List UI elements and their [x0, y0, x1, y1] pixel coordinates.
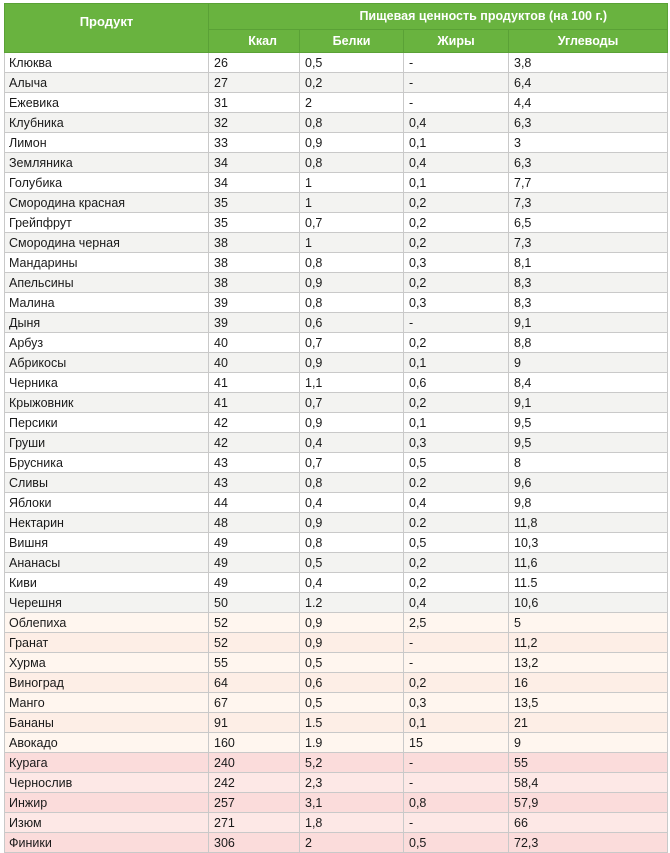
cell-protein: 1 [300, 233, 404, 253]
cell-fat: - [404, 813, 509, 833]
cell-carbs: 21 [509, 713, 668, 733]
cell-protein: 0,5 [300, 53, 404, 73]
cell-carbs: 9,8 [509, 493, 668, 513]
cell-kcal: 52 [209, 633, 300, 653]
cell-fat: 0,4 [404, 113, 509, 133]
cell-product: Облепиха [5, 613, 209, 633]
cell-protein: 0,5 [300, 693, 404, 713]
cell-product: Клубника [5, 113, 209, 133]
cell-product: Ананасы [5, 553, 209, 573]
cell-fat: 0,2 [404, 553, 509, 573]
cell-protein: 0,8 [300, 113, 404, 133]
cell-product: Ежевика [5, 93, 209, 113]
cell-kcal: 33 [209, 133, 300, 153]
cell-carbs: 9,6 [509, 473, 668, 493]
cell-kcal: 43 [209, 473, 300, 493]
cell-carbs: 11,6 [509, 553, 668, 573]
cell-kcal: 242 [209, 773, 300, 793]
cell-fat: - [404, 653, 509, 673]
cell-product: Вишня [5, 533, 209, 553]
table-row [5, 513, 668, 533]
cell-product: Лимон [5, 133, 209, 153]
cell-kcal: 27 [209, 73, 300, 93]
cell-carbs: 13,5 [509, 693, 668, 713]
cell-fat: - [404, 53, 509, 73]
cell-protein: 0,5 [300, 653, 404, 673]
cell-carbs: 8,8 [509, 333, 668, 353]
cell-fat: 0,2 [404, 393, 509, 413]
cell-protein: 0,7 [300, 453, 404, 473]
cell-carbs: 8 [509, 453, 668, 473]
cell-fat: 0,1 [404, 353, 509, 373]
cell-product: Черника [5, 373, 209, 393]
cell-protein: 0,8 [300, 153, 404, 173]
cell-fat: 0,1 [404, 173, 509, 193]
cell-carbs: 8,4 [509, 373, 668, 393]
cell-fat: 0,3 [404, 693, 509, 713]
cell-carbs: 4,4 [509, 93, 668, 113]
cell-product: Изюм [5, 813, 209, 833]
cell-carbs: 6,5 [509, 213, 668, 233]
table-body [5, 53, 668, 853]
cell-fat: 0,3 [404, 293, 509, 313]
cell-product: Абрикосы [5, 353, 209, 373]
cell-carbs: 55 [509, 753, 668, 773]
cell-kcal: 39 [209, 293, 300, 313]
cell-kcal: 41 [209, 373, 300, 393]
cell-kcal: 91 [209, 713, 300, 733]
cell-fat: 0,2 [404, 233, 509, 253]
cell-kcal: 40 [209, 353, 300, 373]
cell-product: Апельсины [5, 273, 209, 293]
cell-carbs: 66 [509, 813, 668, 833]
cell-fat: 0,1 [404, 133, 509, 153]
header-protein: Белки [300, 29, 404, 52]
cell-product: Клюква [5, 53, 209, 73]
cell-fat: 0,5 [404, 453, 509, 473]
cell-protein: 0,9 [300, 513, 404, 533]
cell-fat: 0,5 [404, 533, 509, 553]
cell-carbs: 8,3 [509, 273, 668, 293]
cell-fat: 0,2 [404, 573, 509, 593]
cell-kcal: 64 [209, 673, 300, 693]
cell-kcal: 50 [209, 593, 300, 613]
cell-kcal: 49 [209, 573, 300, 593]
cell-kcal: 257 [209, 793, 300, 813]
cell-product: Яблоки [5, 493, 209, 513]
cell-kcal: 35 [209, 213, 300, 233]
cell-kcal: 240 [209, 753, 300, 773]
table-row [5, 813, 668, 833]
cell-protein: 1,8 [300, 813, 404, 833]
cell-kcal: 39 [209, 313, 300, 333]
table-row [5, 273, 668, 293]
table-row [5, 313, 668, 333]
cell-carbs: 8,1 [509, 253, 668, 273]
header-fat: Жиры [404, 29, 509, 52]
cell-kcal: 35 [209, 193, 300, 213]
cell-product: Смородина черная [5, 233, 209, 253]
cell-kcal: 40 [209, 333, 300, 353]
table-row [5, 713, 668, 733]
cell-protein: 0,9 [300, 413, 404, 433]
cell-product: Груши [5, 433, 209, 453]
cell-fat: 0,3 [404, 253, 509, 273]
cell-fat: 0,2 [404, 273, 509, 293]
table-row [5, 633, 668, 653]
cell-fat: 0,1 [404, 413, 509, 433]
table-row [5, 233, 668, 253]
cell-protein: 1.9 [300, 733, 404, 753]
cell-kcal: 49 [209, 553, 300, 573]
cell-product: Инжир [5, 793, 209, 813]
cell-protein: 0,8 [300, 473, 404, 493]
cell-protein: 1 [300, 173, 404, 193]
table-row [5, 653, 668, 673]
table-row [5, 353, 668, 373]
cell-kcal: 55 [209, 653, 300, 673]
cell-product: Сливы [5, 473, 209, 493]
cell-product: Брусника [5, 453, 209, 473]
table-row [5, 153, 668, 173]
cell-product: Курага [5, 753, 209, 773]
cell-product: Арбуз [5, 333, 209, 353]
cell-carbs: 6,4 [509, 73, 668, 93]
cell-kcal: 26 [209, 53, 300, 73]
table-row [5, 293, 668, 313]
cell-product: Бананы [5, 713, 209, 733]
table-row [5, 113, 668, 133]
cell-protein: 0,9 [300, 613, 404, 633]
cell-kcal: 32 [209, 113, 300, 133]
cell-carbs: 11.5 [509, 573, 668, 593]
cell-fat: 0,2 [404, 213, 509, 233]
cell-protein: 1 [300, 193, 404, 213]
cell-kcal: 160 [209, 733, 300, 753]
cell-product: Черешня [5, 593, 209, 613]
cell-kcal: 31 [209, 93, 300, 113]
cell-product: Авокадо [5, 733, 209, 753]
cell-kcal: 52 [209, 613, 300, 633]
cell-protein: 0,7 [300, 393, 404, 413]
table-row [5, 473, 668, 493]
table-row [5, 413, 668, 433]
table-row [5, 73, 668, 93]
table-row [5, 613, 668, 633]
cell-product: Земляника [5, 153, 209, 173]
cell-protein: 3,1 [300, 793, 404, 813]
table-row [5, 493, 668, 513]
cell-protein: 0,5 [300, 553, 404, 573]
cell-product: Крыжовник [5, 393, 209, 413]
cell-protein: 0,6 [300, 673, 404, 693]
cell-kcal: 38 [209, 273, 300, 293]
cell-protein: 5,2 [300, 753, 404, 773]
table-row [5, 673, 668, 693]
cell-kcal: 44 [209, 493, 300, 513]
cell-fat: 0,4 [404, 593, 509, 613]
table-row [5, 453, 668, 473]
header-kcal: Ккал [209, 29, 300, 52]
cell-carbs: 9,5 [509, 413, 668, 433]
cell-carbs: 6,3 [509, 113, 668, 133]
header-carbs: Углеводы [509, 29, 668, 52]
cell-kcal: 49 [209, 533, 300, 553]
cell-product: Грейпфрут [5, 213, 209, 233]
table-row [5, 213, 668, 233]
cell-fat: 15 [404, 733, 509, 753]
cell-protein: 2 [300, 93, 404, 113]
table-header [5, 4, 668, 53]
cell-protein: 0,4 [300, 573, 404, 593]
cell-product: Чернослив [5, 773, 209, 793]
table-row [5, 53, 668, 73]
cell-protein: 0,9 [300, 133, 404, 153]
cell-product: Алыча [5, 73, 209, 93]
cell-carbs: 9 [509, 353, 668, 373]
cell-carbs: 8,3 [509, 293, 668, 313]
cell-protein: 0,7 [300, 213, 404, 233]
cell-fat: 0,4 [404, 153, 509, 173]
cell-product: Дыня [5, 313, 209, 333]
header-group: Пищевая ценность продуктов (на 100 г.) [209, 4, 668, 30]
cell-kcal: 48 [209, 513, 300, 533]
header-product: Продукт [5, 4, 209, 53]
cell-fat: 0,2 [404, 333, 509, 353]
cell-carbs: 6,3 [509, 153, 668, 173]
cell-fat: - [404, 93, 509, 113]
table-row [5, 433, 668, 453]
cell-protein: 0,8 [300, 533, 404, 553]
nutrition-table [4, 3, 668, 853]
table-row [5, 333, 668, 353]
cell-fat: - [404, 753, 509, 773]
cell-kcal: 38 [209, 253, 300, 273]
table-row [5, 793, 668, 813]
cell-fat: - [404, 773, 509, 793]
cell-fat: 0,2 [404, 193, 509, 213]
cell-fat: 0,8 [404, 793, 509, 813]
cell-product: Голубика [5, 173, 209, 193]
cell-kcal: 42 [209, 413, 300, 433]
cell-product: Малина [5, 293, 209, 313]
table-row [5, 133, 668, 153]
cell-product: Нектарин [5, 513, 209, 533]
cell-carbs: 11,2 [509, 633, 668, 653]
cell-protein: 0,4 [300, 433, 404, 453]
cell-product: Киви [5, 573, 209, 593]
cell-carbs: 16 [509, 673, 668, 693]
cell-protein: 0,9 [300, 353, 404, 373]
table-row [5, 693, 668, 713]
cell-protein: 0,6 [300, 313, 404, 333]
cell-product: Смородина красная [5, 193, 209, 213]
table-row [5, 373, 668, 393]
cell-kcal: 34 [209, 153, 300, 173]
table-row [5, 253, 668, 273]
cell-kcal: 42 [209, 433, 300, 453]
table-row [5, 393, 668, 413]
cell-fat: 0,4 [404, 493, 509, 513]
table-row [5, 833, 668, 853]
cell-carbs: 9,1 [509, 313, 668, 333]
cell-carbs: 3 [509, 133, 668, 153]
cell-protein: 1.5 [300, 713, 404, 733]
cell-protein: 0,4 [300, 493, 404, 513]
table-row [5, 593, 668, 613]
cell-fat: 0,5 [404, 833, 509, 853]
cell-protein: 2 [300, 833, 404, 853]
cell-carbs: 11,8 [509, 513, 668, 533]
cell-carbs: 9,1 [509, 393, 668, 413]
cell-product: Персики [5, 413, 209, 433]
cell-kcal: 38 [209, 233, 300, 253]
table-row [5, 173, 668, 193]
cell-kcal: 306 [209, 833, 300, 853]
cell-carbs: 10,3 [509, 533, 668, 553]
cell-carbs: 3,8 [509, 53, 668, 73]
cell-product: Хурма [5, 653, 209, 673]
table-row [5, 533, 668, 553]
cell-protein: 0,2 [300, 73, 404, 93]
cell-carbs: 72,3 [509, 833, 668, 853]
cell-kcal: 34 [209, 173, 300, 193]
cell-fat: 0,3 [404, 433, 509, 453]
cell-carbs: 7,3 [509, 193, 668, 213]
cell-carbs: 13,2 [509, 653, 668, 673]
cell-kcal: 67 [209, 693, 300, 713]
cell-kcal: 271 [209, 813, 300, 833]
table-row [5, 753, 668, 773]
cell-protein: 1.2 [300, 593, 404, 613]
cell-kcal: 43 [209, 453, 300, 473]
cell-fat: 2,5 [404, 613, 509, 633]
cell-product: Виноград [5, 673, 209, 693]
table-row [5, 573, 668, 593]
table-row [5, 93, 668, 113]
table-row [5, 193, 668, 213]
cell-protein: 0,8 [300, 293, 404, 313]
cell-fat: 0,6 [404, 373, 509, 393]
cell-carbs: 58,4 [509, 773, 668, 793]
cell-protein: 0,8 [300, 253, 404, 273]
cell-fat: - [404, 313, 509, 333]
cell-carbs: 5 [509, 613, 668, 633]
cell-product: Финики [5, 833, 209, 853]
table-row [5, 553, 668, 573]
cell-fat: - [404, 633, 509, 653]
cell-carbs: 10,6 [509, 593, 668, 613]
cell-protein: 0,9 [300, 273, 404, 293]
cell-fat: 0.2 [404, 473, 509, 493]
table-row [5, 773, 668, 793]
cell-carbs: 57,9 [509, 793, 668, 813]
table-row [5, 733, 668, 753]
cell-protein: 0,9 [300, 633, 404, 653]
cell-kcal: 41 [209, 393, 300, 413]
cell-fat: 0,1 [404, 713, 509, 733]
cell-product: Мандарины [5, 253, 209, 273]
cell-fat: - [404, 73, 509, 93]
cell-protein: 1,1 [300, 373, 404, 393]
cell-carbs: 7,7 [509, 173, 668, 193]
cell-carbs: 9,5 [509, 433, 668, 453]
cell-protein: 2,3 [300, 773, 404, 793]
cell-fat: 0,2 [404, 673, 509, 693]
cell-fat: 0.2 [404, 513, 509, 533]
cell-product: Гранат [5, 633, 209, 653]
cell-product: Манго [5, 693, 209, 713]
cell-protein: 0,7 [300, 333, 404, 353]
cell-carbs: 9 [509, 733, 668, 753]
cell-carbs: 7,3 [509, 233, 668, 253]
